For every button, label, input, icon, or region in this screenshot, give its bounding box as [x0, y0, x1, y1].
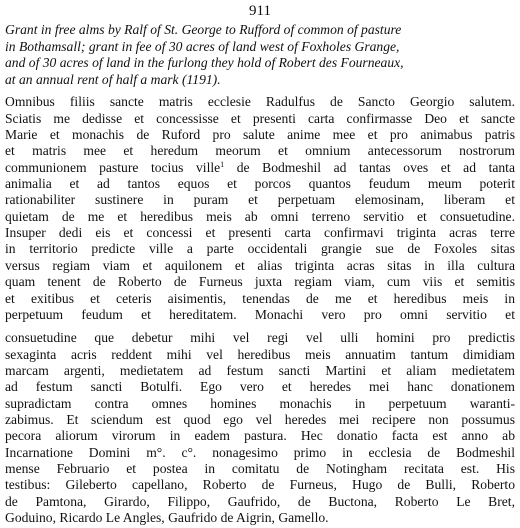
text-line: quietam de me et heredibus meis ab omni terreno servitio et consuetudine.	[5, 208, 515, 224]
heading-line: Grant in free alms by Ralf of St. George to Rufford of common of pasture	[5, 22, 402, 37]
text-line: et matris mee et heredum meorum et omnium antecessorum nostrorum	[5, 143, 515, 159]
text-line: Marie et monachis de Ruford pro salute anime mee et pro animabus patris	[5, 127, 515, 143]
heading-line: at an annual rent of half a mark (1191).	[5, 71, 221, 87]
text-line: rationabiliter sustinere in puram et perpetuam elemosinam, liberam et	[5, 192, 515, 208]
paragraph-gap	[5, 323, 515, 330]
text-line: Insuper dedi eis et concessi et presenti carta confirmavi triginta acras terre	[5, 225, 515, 241]
text-line: versus regiam viam et aquilonem et alias triginta acras sitas in illa cultura	[5, 257, 515, 273]
footnote-marker: 1	[220, 159, 225, 169]
charter-text	[5, 94, 515, 526]
text-line: perpetuum feudum et hereditatem. Monachi vero pro omni servitio et	[5, 306, 515, 322]
text-line: consuetudine que debetur mihi vel regi vel ulli homini pro predictis	[5, 330, 515, 346]
text-fragment: communionem pasture tocius ville	[5, 159, 221, 175]
charter-heading	[5, 22, 515, 88]
text-line: pecora aliorum virorum in eadem pastura. Hec donatio facta est anno ab	[5, 428, 515, 444]
text-line: in territorio predicte ville a parte occidentali grangie sue de Foxoles sitas	[5, 241, 515, 257]
text-line: animalia et ad tantos equos et porcos quantos feudum meum poterit	[5, 176, 515, 192]
text-line: supradictam contra omnes homines monachis in perpetuum waranti-	[5, 395, 515, 411]
text-fragment: de Bodmeshil ad tantas oves et ad tanta	[224, 159, 515, 175]
heading-line: in Bothamsall; grant in fee of 30 acres of land west of Foxholes Grange,	[5, 38, 400, 54]
text-line: quam tenent de Roberto de Furneus juxta regiam viam, cum viis et semitis	[5, 274, 515, 290]
text-line: sexaginta acris reddent mihi vel heredibus meis annuatim tantum dimidiam	[5, 346, 515, 362]
heading-line: and of 30 acres of land in the furlong they hold of Robert des Fourneaux,	[5, 55, 404, 71]
text-line-with-footnote	[5, 160, 515, 176]
text-line: mense Februario et postea in comitatu de Notingham recitata est. His	[5, 460, 515, 476]
text-line: testibus: Gileberto capellano, Roberto de Furneus, Hugo de Bulli, Roberto	[5, 477, 515, 493]
text-line: Omnibus filiis sancte matris ecclesie Radulfus de Sancto Georgio salutem.	[5, 94, 515, 110]
text-line: marcam argenti, medietatem ad festum sancti Martini et aliam medietatem	[5, 362, 515, 378]
page-number: 911	[249, 3, 271, 19]
text-line: de Pamtona, Girardo, Filippo, Gaufrido, de Buctona, Roberto Le Bret,	[5, 493, 515, 509]
text-line: zabimus. Et sciendum est quod ego vel heredes mei recipere non possumus	[5, 411, 515, 427]
text-line: Sciatis me dedisse et concessisse et presenti carta confirmasse Deo et sancte	[5, 110, 515, 126]
text-line: et exitibus et ceteris aisimentis, tenendas de me et heredibus meis in	[5, 290, 515, 306]
text-line: Incarnatione Domini m°. c°. nonagesimo primo in ecclesia de Bodmeshil	[5, 444, 515, 460]
text-line-final: Goduino, Ricardo Le Angles, Gaufrido de Aigrin, Gamello.	[5, 509, 329, 525]
text-line: ad festum sancti Botulfi. Ego vero et heredes mei hanc donationem	[5, 379, 515, 395]
document-page	[5, 2, 515, 526]
